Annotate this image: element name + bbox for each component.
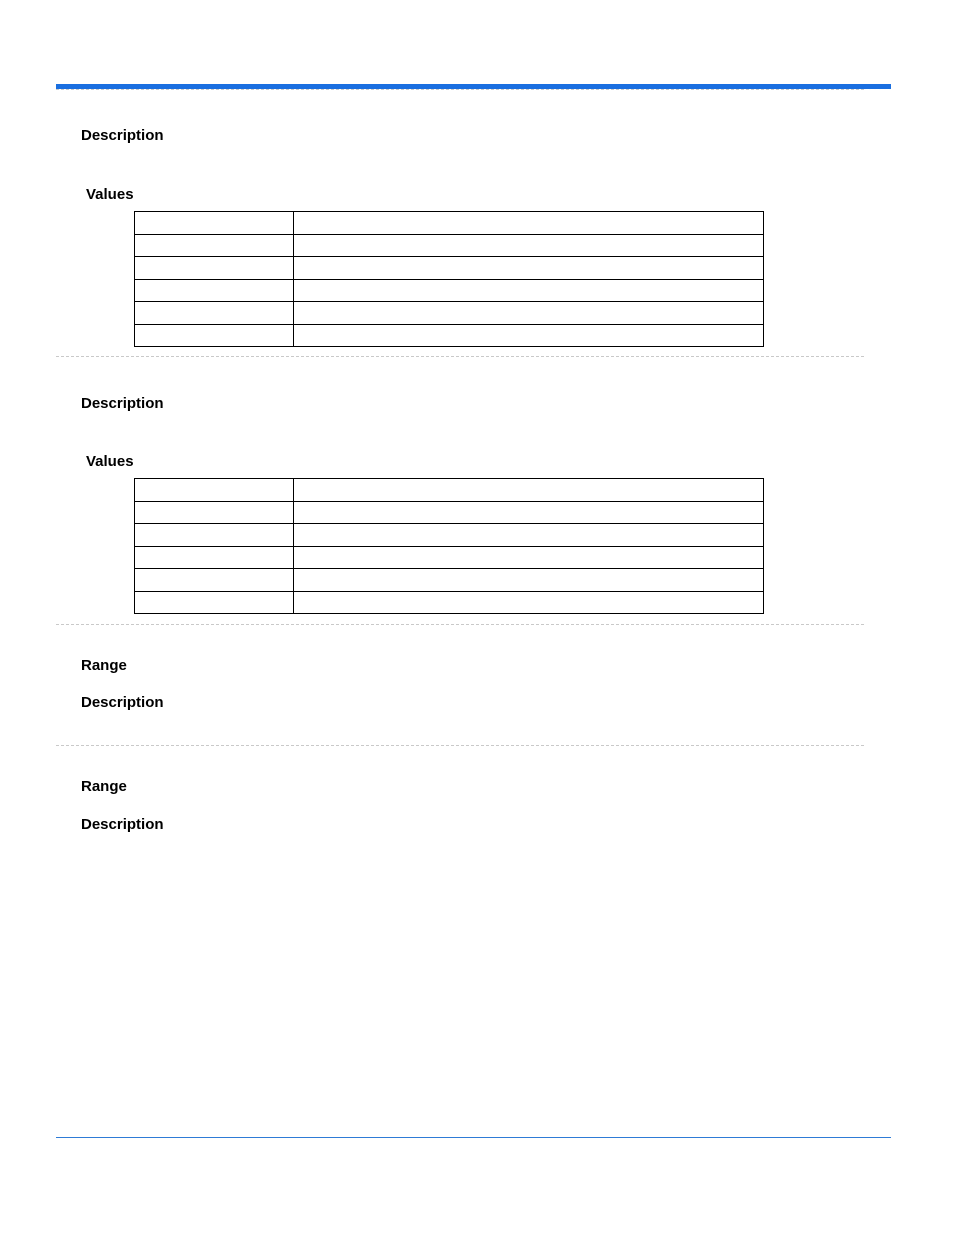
footer-rule: [56, 1137, 891, 1138]
table-cell: [135, 501, 294, 524]
table-cell: [294, 501, 764, 524]
section-4-description-label: Description: [81, 816, 164, 833]
section-separator: [56, 745, 864, 746]
section-2-description-label: Description: [81, 395, 164, 412]
table-cell: [135, 591, 294, 614]
table-cell: [135, 324, 294, 347]
section-2-values-table: [134, 478, 764, 614]
table-row: [135, 234, 764, 257]
table-cell: [294, 212, 764, 235]
table-row: [135, 591, 764, 614]
section-3-range-label: Range: [81, 657, 127, 674]
table-cell: [135, 524, 294, 547]
header-dashed-rule: [56, 89, 864, 90]
section-1-description-label: Description: [81, 127, 164, 144]
table-row: [135, 479, 764, 502]
section-1-values-label: Values: [86, 186, 134, 203]
table-cell: [294, 569, 764, 592]
table-cell: [135, 234, 294, 257]
table-row: [135, 524, 764, 547]
table-row: [135, 279, 764, 302]
table-cell: [294, 324, 764, 347]
table-cell: [135, 546, 294, 569]
table-cell: [135, 279, 294, 302]
table-row: [135, 302, 764, 325]
table-cell: [294, 234, 764, 257]
table-row: [135, 257, 764, 280]
section-1-values-table: [134, 211, 764, 347]
table-cell: [294, 279, 764, 302]
table-row: [135, 212, 764, 235]
table-cell: [294, 524, 764, 547]
table-cell: [135, 257, 294, 280]
table-cell: [294, 479, 764, 502]
table-row: [135, 569, 764, 592]
table-row: [135, 501, 764, 524]
section-2-values-label: Values: [86, 453, 134, 470]
table-cell: [135, 479, 294, 502]
section-separator: [56, 356, 864, 357]
table-cell: [294, 591, 764, 614]
section-3-description-label: Description: [81, 694, 164, 711]
table-row: [135, 546, 764, 569]
table-cell: [294, 302, 764, 325]
table-cell: [135, 212, 294, 235]
section-separator: [56, 624, 864, 625]
section-4-range-label: Range: [81, 778, 127, 795]
table-cell: [294, 546, 764, 569]
table-cell: [135, 302, 294, 325]
table-cell: [135, 569, 294, 592]
table-row: [135, 324, 764, 347]
table-cell: [294, 257, 764, 280]
